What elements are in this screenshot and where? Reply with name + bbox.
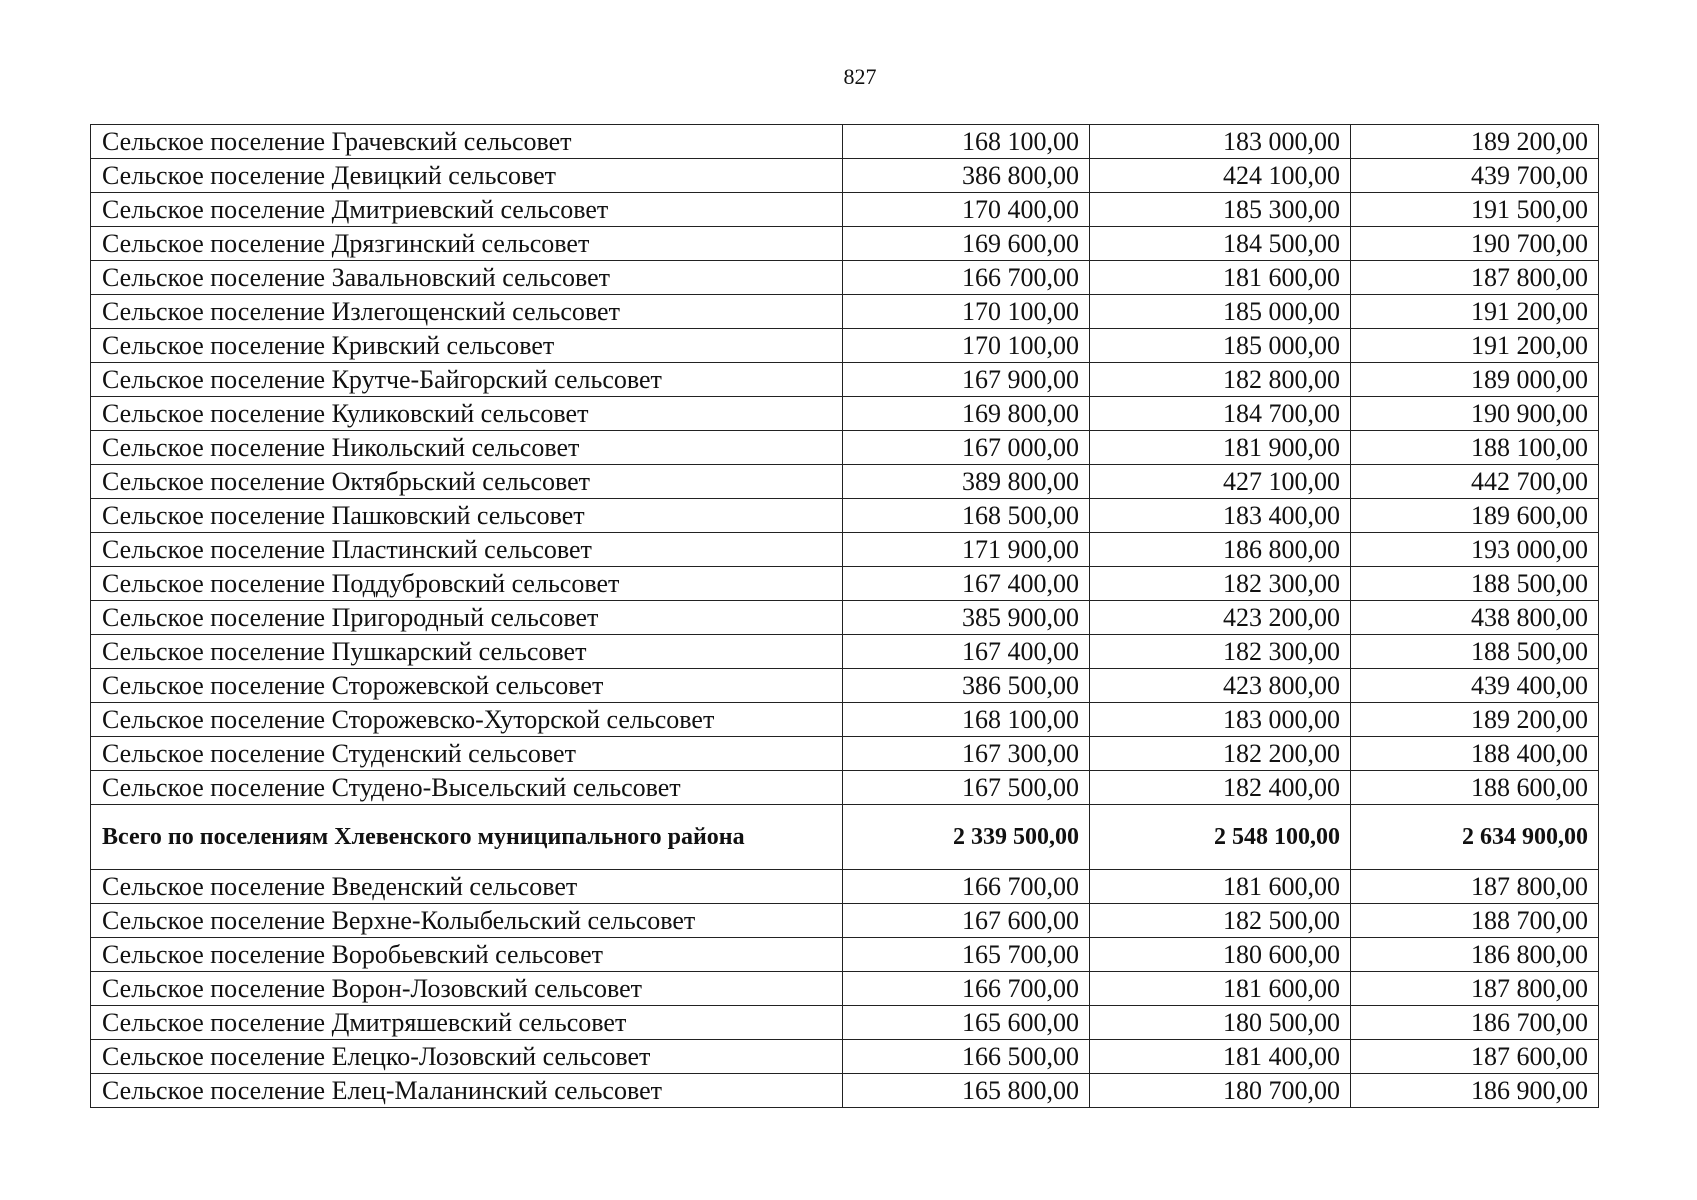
amount-col1-cell: 165 700,00 xyxy=(843,938,1090,972)
amount-col3-cell: 188 500,00 xyxy=(1351,567,1599,601)
amount-col3-cell: 191 200,00 xyxy=(1351,329,1599,363)
amount-col1-cell: 167 000,00 xyxy=(843,431,1090,465)
amount-col1-cell: 165 600,00 xyxy=(843,1006,1090,1040)
amount-col2-cell: 183 400,00 xyxy=(1090,499,1351,533)
amount-col1-cell: 170 100,00 xyxy=(843,329,1090,363)
amount-col1-cell: 2 339 500,00 xyxy=(843,805,1090,870)
amount-col2-cell: 182 800,00 xyxy=(1090,363,1351,397)
amount-col1-cell: 167 600,00 xyxy=(843,904,1090,938)
table-row xyxy=(91,1006,1599,1040)
amount-col1-cell: 170 100,00 xyxy=(843,295,1090,329)
total-row xyxy=(91,805,1599,870)
amount-col2-cell: 182 200,00 xyxy=(1090,737,1351,771)
settlement-name-cell: Сельское поселение Кривский сельсовет xyxy=(91,329,843,363)
table-row xyxy=(91,938,1599,972)
amount-col3-cell: 189 000,00 xyxy=(1351,363,1599,397)
settlement-name-cell: Сельское поселение Излегощенский сельсовет xyxy=(91,295,843,329)
settlement-name-cell: Сельское поселение Завальновский сельсовет xyxy=(91,261,843,295)
amount-col1-cell: 385 900,00 xyxy=(843,601,1090,635)
amount-col1-cell: 386 500,00 xyxy=(843,669,1090,703)
settlement-name-cell: Сельское поселение Пластинский сельсовет xyxy=(91,533,843,567)
amount-col3-cell: 187 800,00 xyxy=(1351,261,1599,295)
amount-col1-cell: 167 400,00 xyxy=(843,567,1090,601)
amount-col2-cell: 185 000,00 xyxy=(1090,295,1351,329)
settlement-name-cell: Сельское поселение Елецко-Лозовский сельсовет xyxy=(91,1040,843,1074)
amount-col3-cell: 188 700,00 xyxy=(1351,904,1599,938)
settlement-name-cell: Сельское поселение Сторожевско-Хуторской сельсовет xyxy=(91,703,843,737)
amount-col2-cell: 180 600,00 xyxy=(1090,938,1351,972)
settlement-name-cell: Сельское поселение Пашковский сельсовет xyxy=(91,499,843,533)
amount-col1-cell: 169 800,00 xyxy=(843,397,1090,431)
page-number: 827 xyxy=(843,64,877,89)
amount-col3-cell: 439 700,00 xyxy=(1351,159,1599,193)
table-row xyxy=(91,870,1599,904)
settlement-name-cell: Сельское поселение Воробьевский сельсовет xyxy=(91,938,843,972)
table-row xyxy=(91,159,1599,193)
settlement-name-cell: Сельское поселение Дмитриевский сельсовет xyxy=(91,193,843,227)
amount-col2-cell: 181 900,00 xyxy=(1090,431,1351,465)
amount-col3-cell: 191 500,00 xyxy=(1351,193,1599,227)
amount-col1-cell: 386 800,00 xyxy=(843,159,1090,193)
amount-col2-cell: 183 000,00 xyxy=(1090,125,1351,159)
amount-col1-cell: 166 700,00 xyxy=(843,870,1090,904)
amount-col2-cell: 182 500,00 xyxy=(1090,904,1351,938)
amount-col3-cell: 187 800,00 xyxy=(1351,972,1599,1006)
amount-col2-cell: 181 600,00 xyxy=(1090,870,1351,904)
table-row xyxy=(91,771,1599,805)
table-row xyxy=(91,261,1599,295)
amount-col3-cell: 189 200,00 xyxy=(1351,125,1599,159)
amount-col1-cell: 170 400,00 xyxy=(843,193,1090,227)
table-row xyxy=(91,737,1599,771)
settlement-name-cell: Сельское поселение Пригородный сельсовет xyxy=(91,601,843,635)
amount-col2-cell: 185 000,00 xyxy=(1090,329,1351,363)
amount-col2-cell: 2 548 100,00 xyxy=(1090,805,1351,870)
amount-col1-cell: 165 800,00 xyxy=(843,1074,1090,1108)
table-row xyxy=(91,601,1599,635)
amount-col3-cell: 186 900,00 xyxy=(1351,1074,1599,1108)
amount-col3-cell: 189 200,00 xyxy=(1351,703,1599,737)
table-row xyxy=(91,567,1599,601)
amount-col2-cell: 423 200,00 xyxy=(1090,601,1351,635)
amount-col2-cell: 181 600,00 xyxy=(1090,972,1351,1006)
settlement-name-cell: Сельское поселение Никольский сельсовет xyxy=(91,431,843,465)
amount-col2-cell: 182 400,00 xyxy=(1090,771,1351,805)
table-row xyxy=(91,363,1599,397)
amount-col2-cell: 182 300,00 xyxy=(1090,567,1351,601)
amount-col1-cell: 167 400,00 xyxy=(843,635,1090,669)
amount-col2-cell: 184 500,00 xyxy=(1090,227,1351,261)
table-row xyxy=(91,703,1599,737)
amount-col3-cell: 186 800,00 xyxy=(1351,938,1599,972)
table-row xyxy=(91,972,1599,1006)
amount-col2-cell: 181 600,00 xyxy=(1090,261,1351,295)
table-row xyxy=(91,125,1599,159)
amount-col3-cell: 439 400,00 xyxy=(1351,669,1599,703)
table-row xyxy=(91,465,1599,499)
amount-col1-cell: 171 900,00 xyxy=(843,533,1090,567)
budget-table-body xyxy=(91,125,1599,1108)
amount-col1-cell: 167 500,00 xyxy=(843,771,1090,805)
amount-col3-cell: 189 600,00 xyxy=(1351,499,1599,533)
table-row xyxy=(91,193,1599,227)
amount-col2-cell: 183 000,00 xyxy=(1090,703,1351,737)
settlement-name-cell: Сельское поселение Верхне-Колыбельский сельсовет xyxy=(91,904,843,938)
amount-col3-cell: 193 000,00 xyxy=(1351,533,1599,567)
amount-col1-cell: 166 500,00 xyxy=(843,1040,1090,1074)
settlement-name-cell: Сельское поселение Девицкий сельсовет xyxy=(91,159,843,193)
settlement-name-cell: Сельское поселение Студено-Высельский сельсовет xyxy=(91,771,843,805)
amount-col3-cell: 190 900,00 xyxy=(1351,397,1599,431)
amount-col3-cell: 190 700,00 xyxy=(1351,227,1599,261)
amount-col2-cell: 180 700,00 xyxy=(1090,1074,1351,1108)
amount-col2-cell: 182 300,00 xyxy=(1090,635,1351,669)
amount-col3-cell: 188 100,00 xyxy=(1351,431,1599,465)
amount-col3-cell: 191 200,00 xyxy=(1351,295,1599,329)
amount-col1-cell: 166 700,00 xyxy=(843,972,1090,1006)
settlement-name-cell: Сельское поселение Крутче-Байгорский сельсовет xyxy=(91,363,843,397)
table-row xyxy=(91,1074,1599,1108)
settlement-name-cell: Сельское поселение Пушкарский сельсовет xyxy=(91,635,843,669)
amount-col3-cell: 188 400,00 xyxy=(1351,737,1599,771)
settlement-name-cell: Сельское поселение Сторожевской сельсовет xyxy=(91,669,843,703)
table-row xyxy=(91,533,1599,567)
settlement-name-cell: Сельское поселение Студенский сельсовет xyxy=(91,737,843,771)
amount-col3-cell: 438 800,00 xyxy=(1351,601,1599,635)
amount-col2-cell: 186 800,00 xyxy=(1090,533,1351,567)
amount-col2-cell: 180 500,00 xyxy=(1090,1006,1351,1040)
amount-col3-cell: 188 600,00 xyxy=(1351,771,1599,805)
amount-col1-cell: 389 800,00 xyxy=(843,465,1090,499)
budget-table xyxy=(90,124,1599,1108)
table-row xyxy=(91,635,1599,669)
amount-col3-cell: 186 700,00 xyxy=(1351,1006,1599,1040)
amount-col3-cell: 187 800,00 xyxy=(1351,870,1599,904)
amount-col2-cell: 424 100,00 xyxy=(1090,159,1351,193)
table-row xyxy=(91,329,1599,363)
settlement-name-cell: Сельское поселение Елец-Маланинский сельсовет xyxy=(91,1074,843,1108)
amount-col3-cell: 188 500,00 xyxy=(1351,635,1599,669)
amount-col2-cell: 427 100,00 xyxy=(1090,465,1351,499)
amount-col1-cell: 168 100,00 xyxy=(843,703,1090,737)
table-row xyxy=(91,499,1599,533)
settlement-name-cell: Сельское поселение Грачевский сельсовет xyxy=(91,125,843,159)
amount-col1-cell: 169 600,00 xyxy=(843,227,1090,261)
amount-col1-cell: 167 300,00 xyxy=(843,737,1090,771)
amount-col2-cell: 185 300,00 xyxy=(1090,193,1351,227)
table-row xyxy=(91,397,1599,431)
settlement-name-cell: Сельское поселение Дмитряшевский сельсовет xyxy=(91,1006,843,1040)
settlement-name-cell: Сельское поселение Октябрьский сельсовет xyxy=(91,465,843,499)
amount-col3-cell: 442 700,00 xyxy=(1351,465,1599,499)
table-row xyxy=(91,227,1599,261)
settlement-name-cell: Сельское поселение Введенский сельсовет xyxy=(91,870,843,904)
amount-col2-cell: 184 700,00 xyxy=(1090,397,1351,431)
table-row xyxy=(91,669,1599,703)
table-row xyxy=(91,295,1599,329)
amount-col2-cell: 423 800,00 xyxy=(1090,669,1351,703)
settlement-name-cell: Сельское поселение Ворон-Лозовский сельсовет xyxy=(91,972,843,1006)
table-row xyxy=(91,1040,1599,1074)
amount-col1-cell: 168 100,00 xyxy=(843,125,1090,159)
settlement-name-cell: Сельское поселение Дрязгинский сельсовет xyxy=(91,227,843,261)
table-row xyxy=(91,904,1599,938)
amount-col1-cell: 168 500,00 xyxy=(843,499,1090,533)
amount-col2-cell: 181 400,00 xyxy=(1090,1040,1351,1074)
settlement-name-cell: Сельское поселение Куликовский сельсовет xyxy=(91,397,843,431)
table-row xyxy=(91,431,1599,465)
settlement-name-cell: Всего по поселениям Хлевенского муниципального района xyxy=(91,805,843,870)
amount-col1-cell: 166 700,00 xyxy=(843,261,1090,295)
amount-col3-cell: 2 634 900,00 xyxy=(1351,805,1599,870)
amount-col1-cell: 167 900,00 xyxy=(843,363,1090,397)
settlement-name-cell: Сельское поселение Поддубровский сельсовет xyxy=(91,567,843,601)
amount-col3-cell: 187 600,00 xyxy=(1351,1040,1599,1074)
